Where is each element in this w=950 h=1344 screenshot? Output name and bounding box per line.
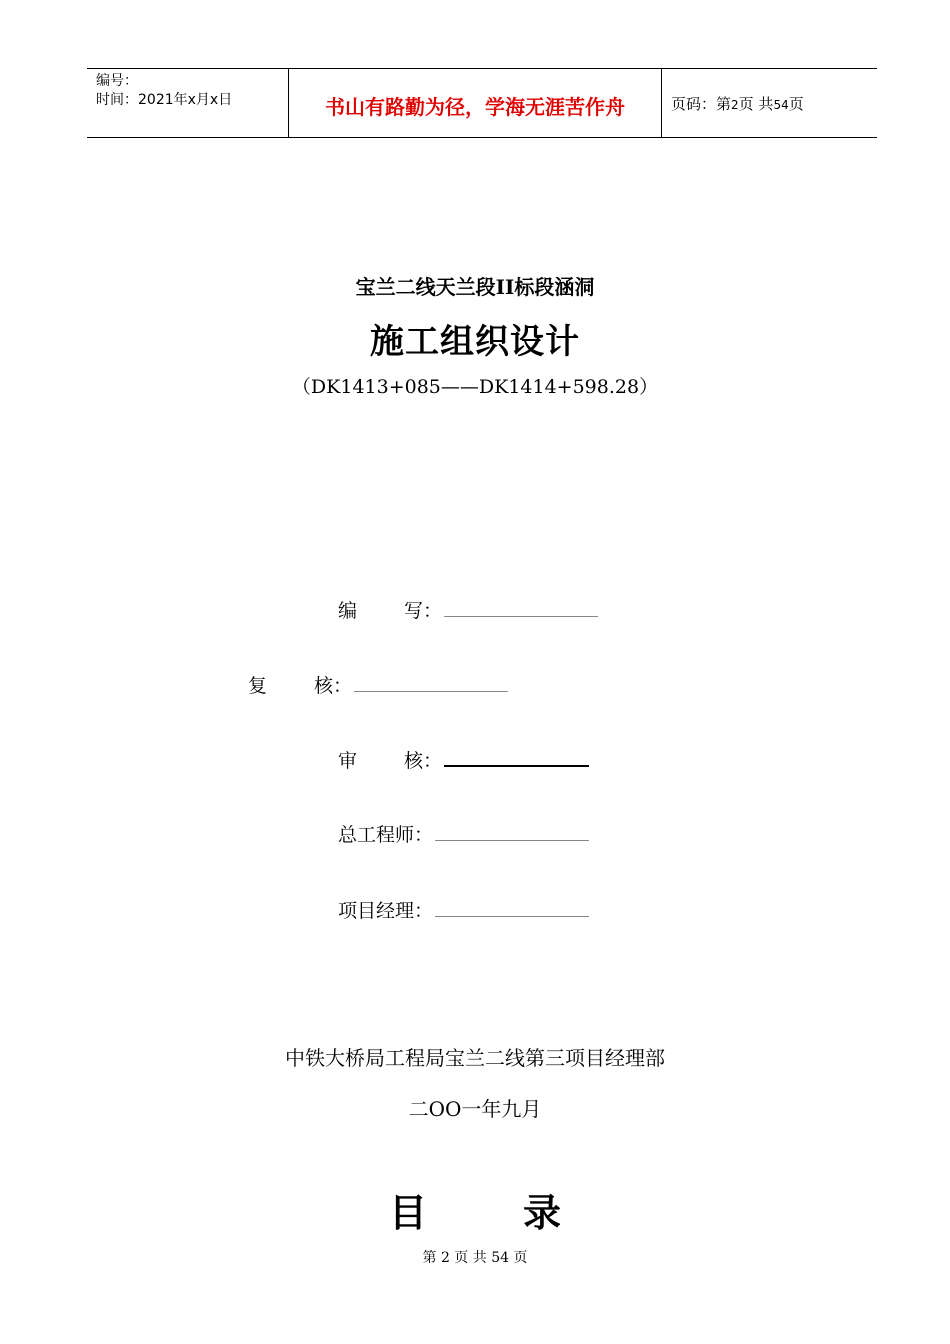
signature-writer-line — [444, 616, 598, 617]
toc-heading — [0, 1182, 950, 1237]
cover-subtitle: 宝兰二线天兰段II标段涵洞 — [355, 275, 595, 299]
page-total: 54 — [773, 98, 789, 112]
header-page-cell — [662, 69, 877, 137]
signature-project-manager — [338, 896, 589, 923]
page-suffix: 页 — [788, 95, 804, 113]
signature-project-manager-line — [435, 916, 589, 917]
toc-heading-char-1: 目 — [388, 1190, 427, 1235]
signature-auditor-line — [444, 765, 589, 767]
organization-name: 中铁大桥局工程局宝兰二线第三项目经理部 — [285, 1046, 665, 1070]
header-meta-cell — [87, 69, 289, 137]
header-motto-cell — [289, 69, 662, 137]
signature-auditor-label-a: 审 — [338, 750, 358, 772]
signature-auditor — [338, 746, 589, 773]
signature-reviewer — [248, 671, 508, 698]
signature-chief-engineer-line — [435, 840, 589, 841]
document-time-label: 时间：2021年x月x日 — [96, 92, 233, 108]
signature-writer-label-a: 编 — [338, 600, 358, 622]
document-number-label: 编号： — [96, 73, 138, 89]
signature-chief-engineer-label: 总工程师： — [338, 824, 434, 846]
page-header — [87, 68, 877, 138]
page-current: 2 — [731, 98, 739, 112]
signature-writer — [338, 596, 598, 623]
page-prefix: 页码：第 — [671, 95, 732, 113]
signature-reviewer-label-b: 核： — [314, 675, 353, 697]
cover-range: （DK1413+085——DK1414+598.28） — [291, 376, 659, 398]
signature-chief-engineer — [338, 820, 589, 847]
signature-auditor-label-b: 核： — [404, 750, 443, 772]
toc-heading-char-2: 录 — [523, 1190, 562, 1235]
signature-writer-label-b: 写： — [404, 600, 443, 622]
signature-project-manager-label: 项目经理： — [338, 900, 434, 922]
header-motto: 书山有路勤为径，学海无涯苦作舟 — [325, 95, 625, 119]
cover-title: 施工组织设计 — [370, 322, 580, 362]
signature-reviewer-line — [354, 691, 508, 692]
header-page-number — [671, 93, 804, 114]
page-mid: 页 共 — [738, 95, 774, 113]
document-date: 二OO一年九月 — [408, 1097, 542, 1121]
page-footer: 第 2 页 共 54 页 — [422, 1250, 528, 1266]
signature-reviewer-label-a: 复 — [248, 675, 268, 697]
